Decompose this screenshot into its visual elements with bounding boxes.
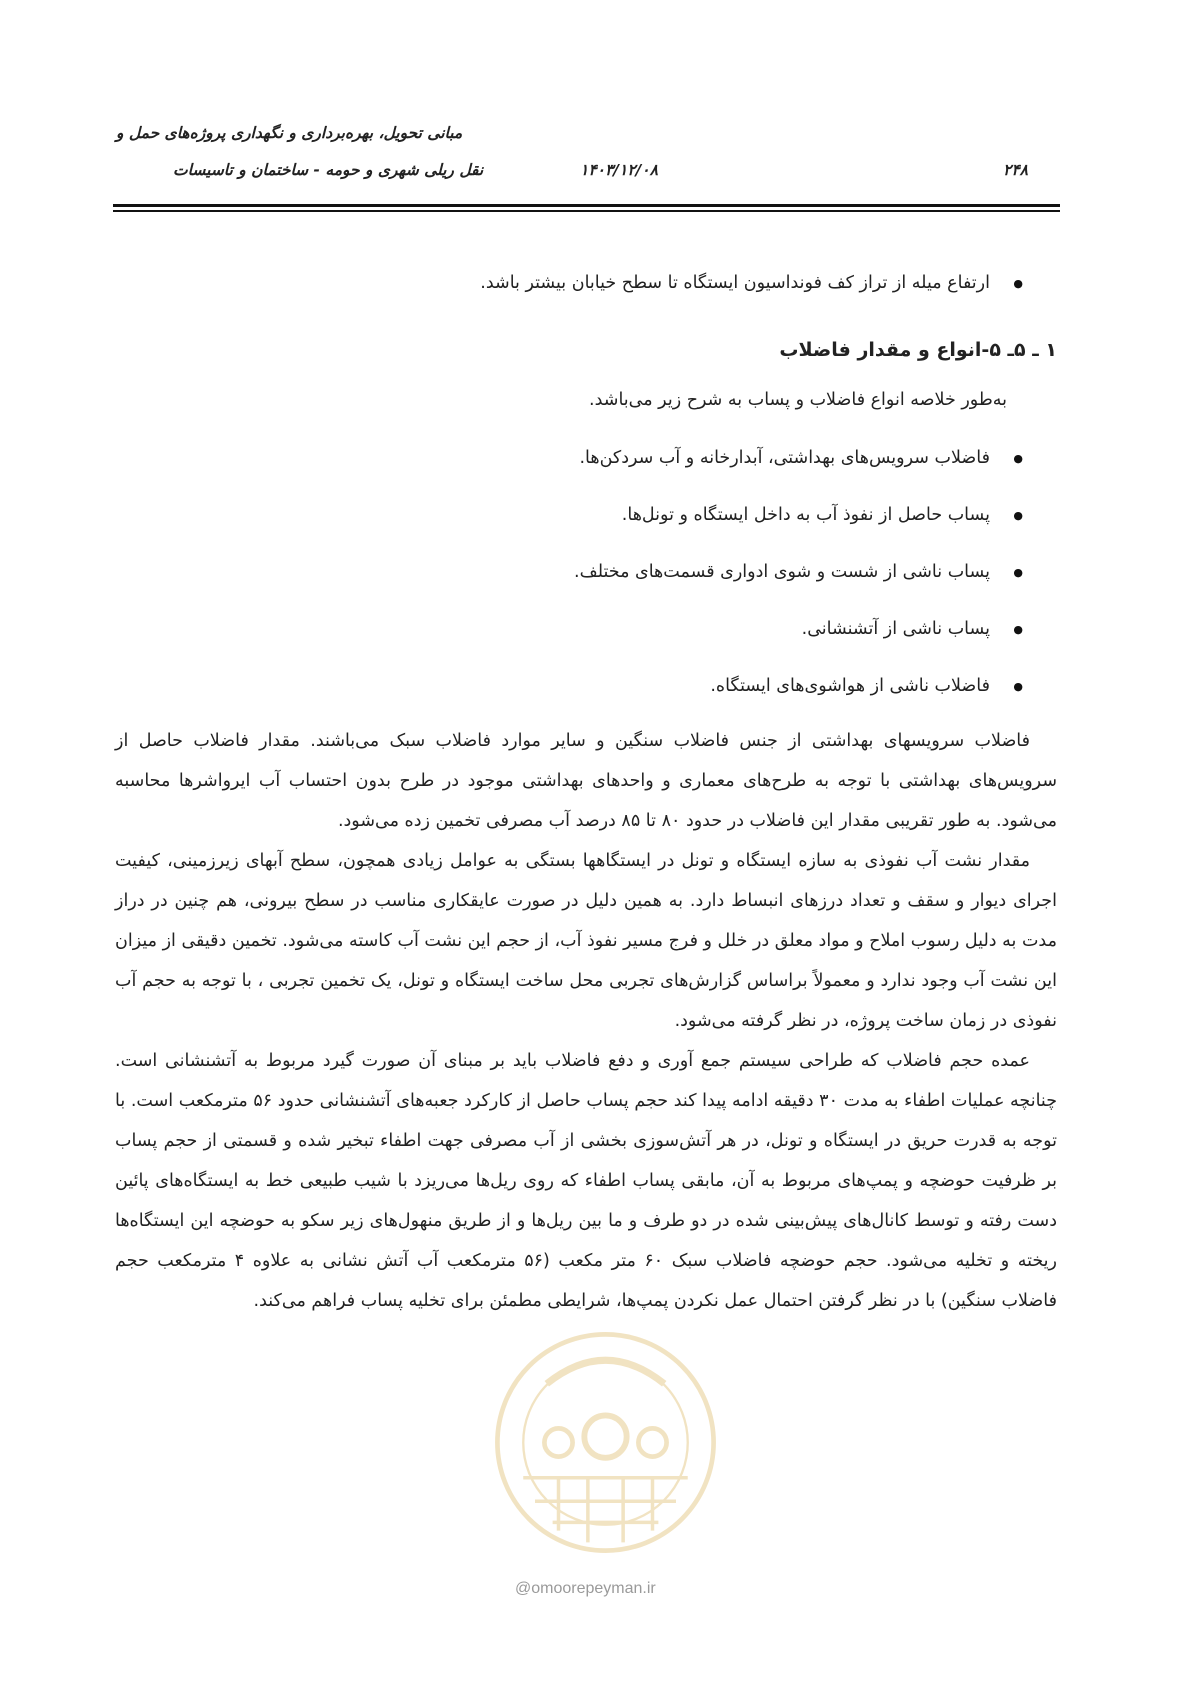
header-date: ۱۴۰۳/۱۲/۰۸ xyxy=(580,161,658,179)
header-title-line1: مبانی تحویل، بهره‌برداری و نگهداری پروژه‌های حمل و xyxy=(116,124,463,142)
paragraph-firefighting: عمده حجم فاضلاب که طراحی سیستم جمع آوری و دفع فاضلاب باید بر مبنای آن صورت گیرد مربوط به آتشنشانی است. چنانچه عملیات اطفاء به مدت ۳۰ دقیقه ادامه پیدا کند حجم پساب حاصل از کارکرد جعبه‌های آتشنشانی حدود ۵۶ مترمکعب است. با توجه به قدرت حریق در ایستگاه و تونل، در هر آتش‌سوزی بخشی از آب مصرفی جهت اطفاء تبخیر شده و قسمتی از حجم پساب بر ظرفیت حوضچه و پمپ‌های مربوط به آن، مابقی پساب اطفاء که روی ریل‌ها می‌ریزد با شیب طبیعی خط به ایستگاه‌های پائین دست رفته و توسط کانال‌های پیش‌بینی شده در دو طرف و ما بین ریل‌ها و از طریق منهول‌های زیر سکو به حوضچه این ایستگاه‌ها ریخته و تخلیه می‌شود. حجم حوضچه فاضلاب سبک ۶۰ متر مکعب (۵۶ مترمکعب آب آتش نشانی به علاوه ۴ مترمکعب حجم فاضلاب سنگین) با در نظر گرفتن احتمال عمل نکردن پمپ‌ها، شرایطی مطمئن برای تخلیه پساب فراهم می‌کند. xyxy=(115,1051,1058,1311)
list-item: ● پساب حاصل از نفوذ آب به داخل ایستگاه و تونل‌ها. xyxy=(115,487,1057,544)
paragraph-seepage: مقدار نشت آب نفوذی به سازه ایستگاه و تونل در ایستگاهها بستگی به عوامل زیادی همچون، سطح آبهای زیرزمینی، کیفیت اجرای دیوار و سقف و تعداد درزهای انبساط دارد. به همین دلیل در صورت عایقکاری مناسب در سطح بیرونی، هم چنین در دراز مدت به دلیل رسوب املاح و مواد معلق در خلل و فرج مسیر نفوذ آب، از حجم این نشت آب کاسته می‌شود. تخمین دقیقی از میزان این نشت آب وجود ندارد و معمولاً براساس گزارش‌های تجربی محل ساخت ایستگاه و تونل، یک تخمین تجربی ، با توجه به حجم آب نفوذی در زمان ساخت پروژه، در نظر گرفته می‌شود. xyxy=(115,851,1057,1031)
list-item: ● فاضلاب ناشی از هواشوی‌های ایستگاه. xyxy=(115,658,1057,715)
continued-bullet-list xyxy=(115,255,1057,312)
page-body xyxy=(115,255,1057,1321)
section-heading: ۱ ـ ۵ـ ۵-انواع و مقدار فاضلاب xyxy=(779,339,1057,361)
list-item: ● فاضلاب سرویس‌های بهداشتی، آبدارخانه و آب سردکن‌ها. xyxy=(115,430,1057,487)
header-title-line2: نقل ریلی شهری و حومه - ساختمان و تاسیسات xyxy=(173,161,484,179)
section-intro: به‌طور خلاصه انواع فاضلاب و پساب به شرح زیر می‌باشد. xyxy=(589,390,1007,410)
wastewater-types-list xyxy=(115,430,1057,715)
paragraph-sanitary: فاضلاب سرویسهای بهداشتی از جنس فاضلاب سنگین و سایر موارد فاضلاب سبک می‌باشند. مقدار فاضلاب حاصل از سرویس‌های بهداشتی با توجه به طرح‌های معماری و واحدهای بهداشتی موجود در طرح بدون احتساب آب ایرواشرها محاسبه می‌شود. به طور تقریبی مقدار این فاضلاب در حدود ۸۰ تا ۸۵ درصد آب مصرفی تخمین زده می‌شود. xyxy=(115,731,1057,831)
list-item: ● پساب ناشی از آتشنشانی. xyxy=(115,601,1057,658)
watermark-url: @omoorepeyman.ir xyxy=(515,1580,656,1597)
header-page-number: ۲۴۸ xyxy=(1003,161,1028,179)
header-rule-thin xyxy=(113,210,1060,212)
list-item: ● ارتفاع میله از تراز کف فونداسیون ایستگاه تا سطح خیابان بیشتر باشد. xyxy=(115,255,1057,312)
list-item: ● پساب ناشی از شست و شوی ادواری قسمت‌های مختلف. xyxy=(115,544,1057,601)
header-rule xyxy=(113,204,1060,212)
watermark-seal-icon xyxy=(488,1325,723,1560)
header-rule-thick xyxy=(113,204,1060,207)
